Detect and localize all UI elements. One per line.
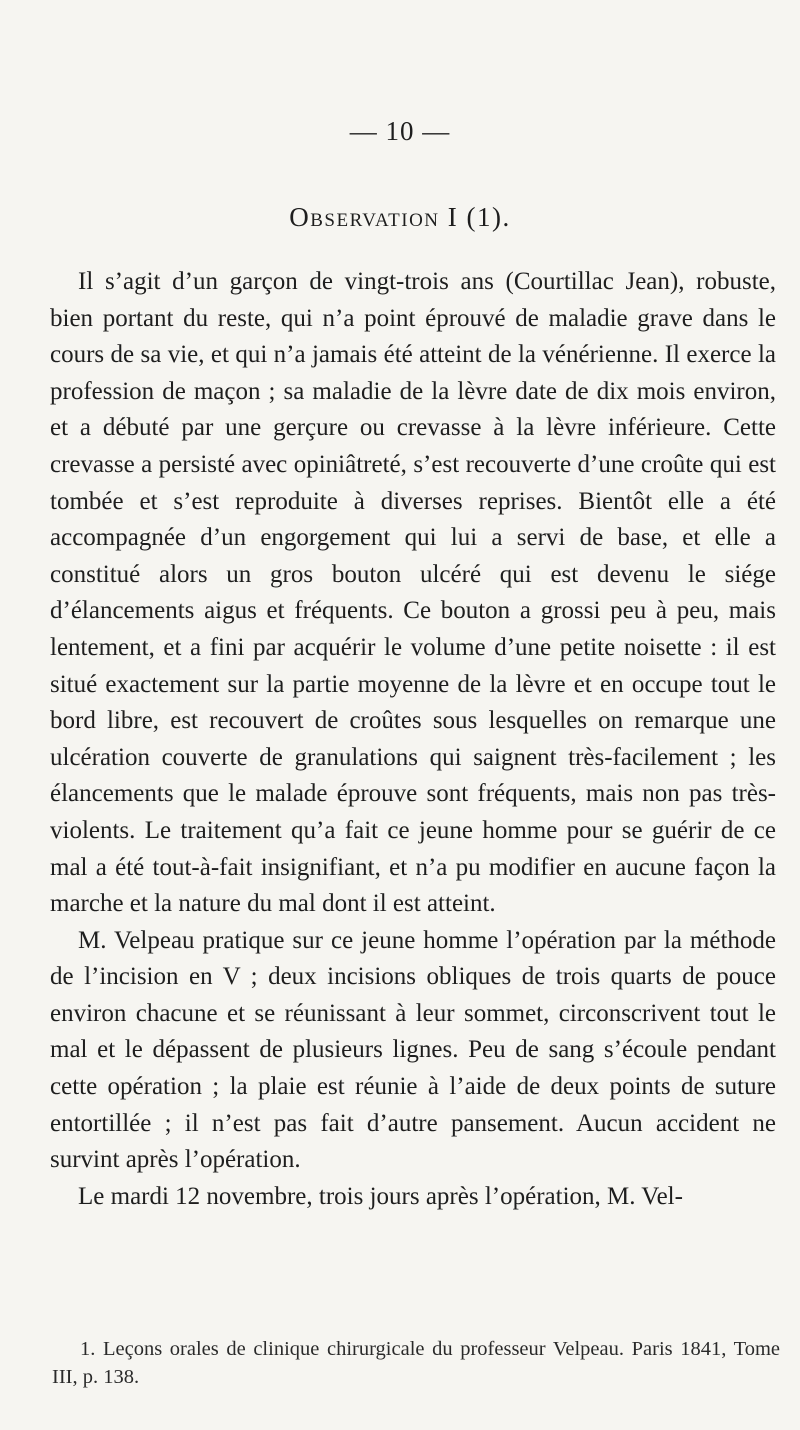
footnote-text: 1. Leçons orales de clinique chirurgicale du professeur Velpeau. Paris 1841, Tome III, p. 138.	[52, 1338, 780, 1388]
page-number: — 10 —	[349, 116, 451, 146]
observation-heading: Observation I (1).	[289, 202, 511, 232]
footnote	[52, 1335, 780, 1391]
paragraph-1: Il s’agit d’un garçon de vingt-trois ans (Courtillac Jean), robuste, bien portant du reste, qui n’a point éprouvé de maladie grave dans le cours de sa vie, et qui n’a jamais été atteint de la vénérienne. Il exerce la profession de maçon ; sa maladie de la lèvre date de dix mois environ, et a débuté par une gerçure ou crevasse à la lèvre inférieure. Cette crevasse a persisté avec opiniâtreté, s’est recouverte d’une croûte qui est tombée et s’est reproduite à diverses reprises. Bientôt elle a été accompagnée d’un engorgement qui lui a servi de base, et elle a constitué alors un gros bouton ulcéré qui est devenu le siége d’élancements aigus et fréquents. Ce bouton a grossi peu à peu, mais lentement, et a fini par acquérir le volume d’une petite noisette : il est situé exactement sur la partie moyenne de la lèvre et en occupe tout le bord libre, est recouvert de croûtes sous lesquelles on remarque une ulcération couverte de granulations qui saignent très-facilement ; les élancements que le malade éprouve sont fréquents, mais non pas très-violents. Le traitement qu’a fait ce jeune homme pour se guérir de ce mal a été tout-à-fait insignifiant, et n’a pu modifier en aucune façon la marche et la nature du mal dont il est atteint.	[50, 268, 776, 918]
body-text	[50, 264, 776, 1215]
paragraph-3: Le mardi 12 novembre, trois jours après l’opération, M. Vel-	[78, 1182, 683, 1210]
paragraph-2: M. Velpeau pratique sur ce jeune homme l’opération par la méthode de l’incision en V ; deux incisions obliques de trois quarts de pouce environ chacune et se réunissant à leur sommet, circonscrivent tout le mal et le dépassent de plusieurs lignes. Peu de sang s’écoule pendant cette opération ; la plaie est réunie à l’aide de deux points de suture entortillée ; il n’est pas fait d’autre pansement. Aucun accident ne survint après l’opération.	[50, 926, 776, 1174]
